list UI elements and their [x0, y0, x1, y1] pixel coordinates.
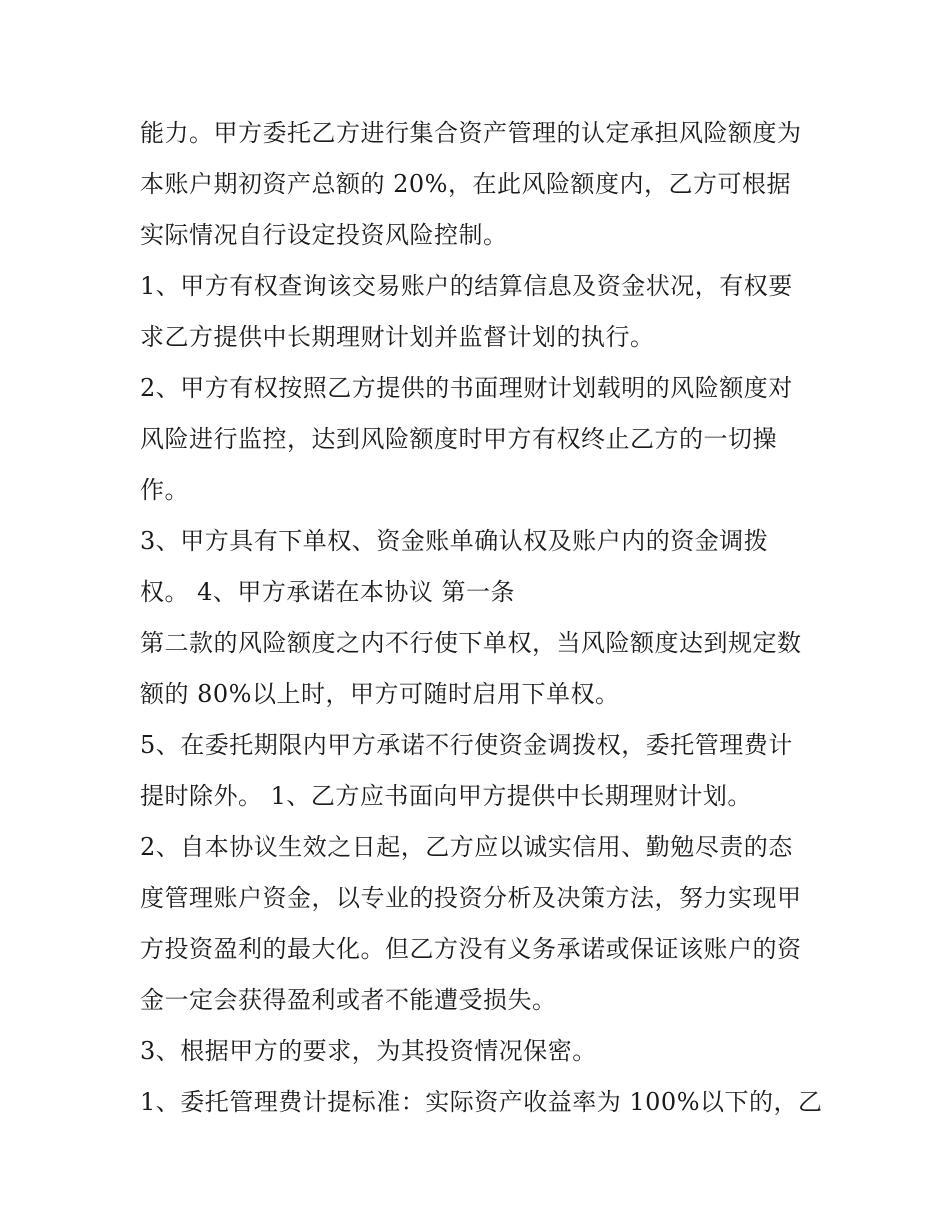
text-line: 1、甲方有权查询该交易账户的结算信息及资金状况，有权要 — [140, 272, 793, 300]
text-line: 权。 4、甲方承诺在本协议 第一条 — [140, 578, 516, 606]
text-line: 能力。甲方委托乙方进行集合资产管理的认定承担风险额度为 — [140, 119, 802, 147]
text-line: 实际情况自行设定投资风险控制。 — [140, 221, 508, 249]
text-line: 提时除外。 1、乙方应书面向甲方提供中长期理财计划。 — [140, 782, 752, 810]
document-body — [140, 108, 840, 1128]
text-line: 额的 80%以上时，甲方可随时启用下单权。 — [140, 680, 620, 708]
text-line: 第二款的风险额度之内不行使下单权，当风险额度达到规定数 — [140, 629, 802, 657]
text-line: 作。 — [140, 476, 189, 504]
text-line: 3、根据甲方的要求，为其投资情况保密。 — [140, 1037, 597, 1065]
text-line: 求乙方提供中长期理财计划并监督计划的执行。 — [140, 323, 655, 351]
text-line: 1、委托管理费计提标准：实际资产收益率为 100%以下的，乙 — [140, 1088, 823, 1116]
text-line: 5、在委托期限内甲方承诺不行使资金调拨权，委托管理费计 — [140, 731, 793, 759]
text-line: 风险进行监控，达到风险额度时甲方有权终止乙方的一切操 — [140, 425, 777, 453]
text-line: 方投资盈利的最大化。但乙方没有义务承诺或保证该账户的资 — [140, 935, 802, 963]
text-line: 3、甲方具有下单权、资金账单确认权及账户内的资金调拨 — [140, 527, 769, 555]
text-line: 本账户期初资产总额的 20%，在此风险额度内，乙方可根据 — [140, 170, 791, 198]
text-line: 2、甲方有权按照乙方提供的书面理财计划载明的风险额度对 — [140, 374, 793, 402]
text-line: 金一定会获得盈利或者不能遭受损失。 — [140, 986, 557, 1014]
text-line: 度管理账户资金，以专业的投资分析及决策方法，努力实现甲 — [140, 884, 802, 912]
text-line: 2、自本协议生效之日起，乙方应以诚实信用、勤勉尽责的态 — [140, 833, 793, 861]
